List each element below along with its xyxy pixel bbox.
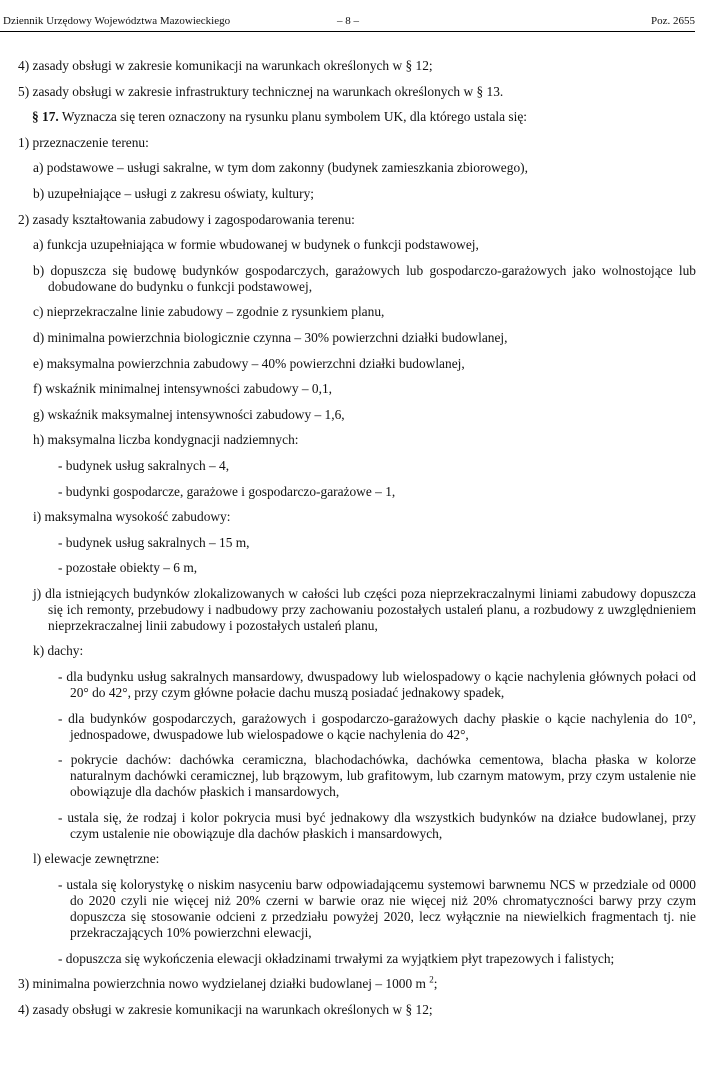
item-3-superscript: 2 (429, 974, 434, 985)
item-2i: i) maksymalna wysokość zabudowy: (33, 509, 231, 525)
item-2l-dash-2: - dopuszcza się wykończenia elewacji okładzinami trwałymi za wyjątkiem płyt trapezowych i falistych; (58, 950, 615, 966)
item-2a: a) funkcja uzupełniająca w formie wbudowanej w budynek o funkcji podstawowej, (33, 237, 479, 253)
item-2g: g) wskaźnik maksymalnej intensywności zabudowy – 1,6, (33, 406, 345, 422)
item-1b: b) uzupełniające – usługi z zakresu oświaty, kultury; (33, 185, 314, 201)
item-2j: j) dla istniejących budynków zlokalizowanych w całości lub części poza nieprzekraczalnymi liniami zabudowy dopuszcza się ich remonty, przebudowy i nadbudowy przy zachowaniu pozostałych ustaleń planu, a rozbudowy z uwzględnieniem nieprzekraczalnej linii zabudowy i pozostałych ustaleń planu, (33, 585, 696, 633)
item-2f: f) wskaźnik minimalnej intensywności zabudowy – 0,1, (33, 381, 333, 397)
paragraph-5-infrastructure: 5) zasady obsługi w zakresie infrastruktury technicznej na warunkach określonych w § 13. (18, 83, 504, 99)
item-2k: k) dachy: (33, 643, 84, 659)
page-header (0, 13, 695, 32)
item-2h: h) maksymalna liczba kondygnacji nadziemnych: (33, 432, 299, 448)
item-4-communication: 4) zasady obsługi w zakresie komunikacji na warunkach określonych w § 12; (18, 1001, 433, 1017)
item-2l: l) elewacje zewnętrzne: (33, 851, 160, 867)
item-1a: a) podstawowe – usługi sakralne, w tym dom zakonny (budynek zamieszkania zbiorowego), (33, 160, 528, 176)
item-2l-dash-1: - ustala się kolorystykę o niskim nasyceniu barw odpowiadającemu systemowi barwnemu NCS w przedziale od 0000 do 2020 czyli nie więcej niż 20% czerni w barwie oraz nie więcej niż 20% chromatyczności barwy przy czym dopuszcza się stosowanie odcieni z przedziału powyżej 2020, lecz wyłącznie na niewielkich fragmentach tj. nie przekraczających 10% powierzchni elewacji, (58, 877, 696, 941)
item-3-end: ; (433, 976, 438, 992)
item-1: 1) przeznaczenie terenu: (18, 134, 149, 150)
page-number: – 8 – (337, 15, 359, 27)
item-2: 2) zasady kształtowania zabudowy i zagospodarowania terenu: (18, 211, 355, 227)
item-2k-dash-1: - dla budynku usług sakralnych mansardowy, dwuspadowy lub wielospadowy o kącie nachylenia głównych połaci od 20° do 42°, przy czym główne połacie dachu muszą posiadać jednakowy spadek, (58, 669, 696, 701)
section-number: § 17. (32, 109, 59, 125)
item-2k-dash-3: - pokrycie dachów: dachówka ceramiczna, blachodachówka, dachówka cementowa, blacha płaska w kolorze naturalnym dachówki ceramicznej, lub brązowym, lub grafitowym, lub czarnym matowym, przy czym ustalenie nie obowiązuje dla dachów płaskich i mansardowych, (58, 752, 696, 800)
position-number: Poz. 2655 (651, 15, 695, 27)
item-2k-dash-4: - ustala się, że rodzaj i kolor pokrycia musi być jednakowy dla wszystkich budynków na działce budowlanej, przy czym ustalenie nie obowiązuje dla dachów płaskich i mansardowych, (58, 809, 696, 841)
item-2i-dash-1: - budynek usług sakralnych – 15 m, (58, 534, 250, 550)
item-2c: c) nieprzekraczalne linie zabudowy – zgodnie z rysunkiem planu, (33, 304, 385, 320)
journal-title: Dziennik Urzędowy Województwa Mazowieckiego (3, 15, 231, 27)
paragraph-4-communication: 4) zasady obsługi w zakresie komunikacji na warunkach określonych w § 12; (18, 58, 433, 73)
section-17 (32, 109, 696, 125)
section-17-text: Wyznacza się teren oznaczony na rysunku planu symbolem UK, dla którego ustala się: (58, 109, 527, 125)
item-3 (18, 976, 696, 992)
document-body (18, 58, 696, 1027)
item-2e: e) maksymalna powierzchnia zabudowy – 40% powierzchni działki budowlanej, (33, 355, 465, 371)
item-2h-dash-2: - budynki gospodarcze, garażowe i gospodarczo-garażowe – 1, (58, 483, 396, 499)
item-2i-dash-2: - pozostałe obiekty – 6 m, (58, 560, 198, 576)
item-3-text: 3) minimalna powierzchnia nowo wydzielanej działki budowlanej – 1000 m (18, 976, 430, 992)
item-2d: d) minimalna powierzchnia biologicznie czynna – 30% powierzchni działki budowlanej, (33, 329, 508, 345)
item-2h-dash-1: - budynek usług sakralnych – 4, (58, 457, 230, 473)
item-2b: b) dopuszcza się budowę budynków gospodarczych, garażowych lub gospodarczo-garażowych jako wolnostojące lub dobudowane do budynku o funkcji podstawowej, (33, 262, 696, 294)
item-2k-dash-2: - dla budynków gospodarczych, garażowych i gospodarczo-garażowych dachy płaskie o kącie nachylenia do 10°, jednospadowe, dwuspadowe lub wielospadowe o kącie nachylenia do 42°, (58, 710, 696, 742)
